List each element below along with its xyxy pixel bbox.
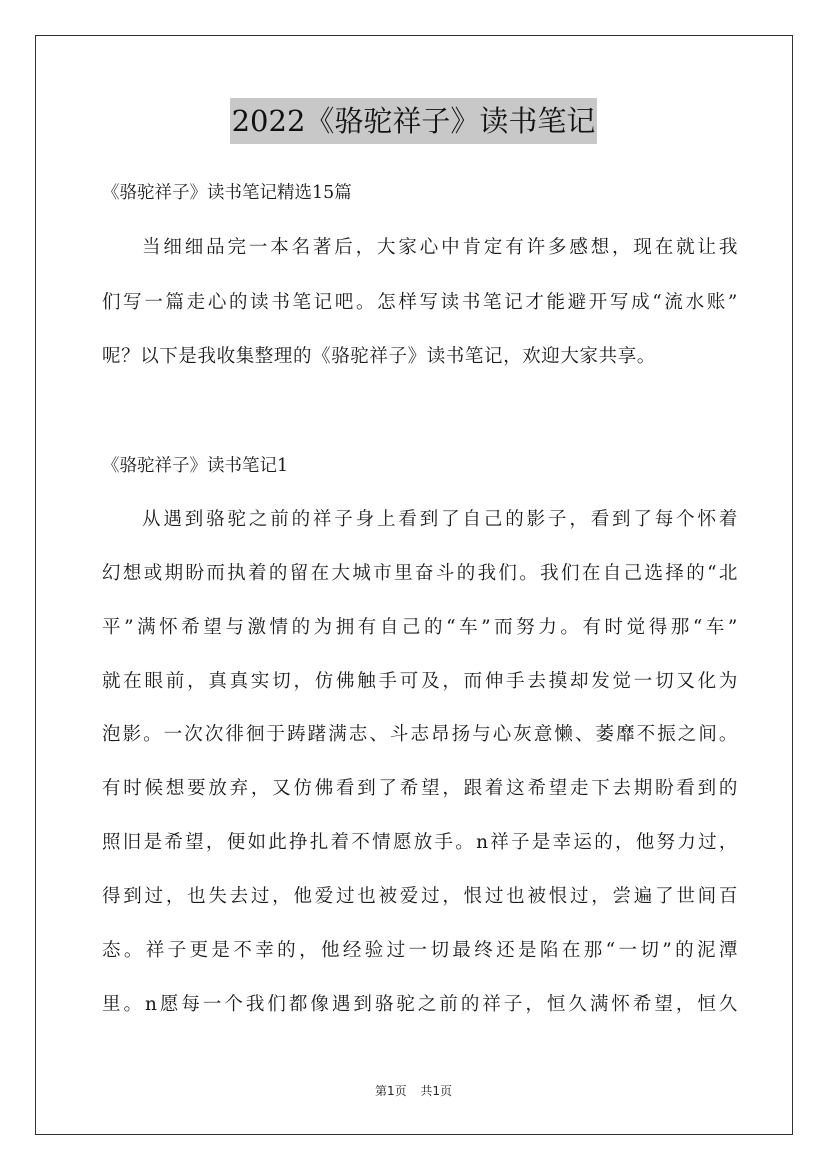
page-number: 第1页 (374, 1084, 407, 1098)
body-line: 照旧是希望，便如此挣扎着不情愿放手。n祥子是幸运的，他努力过， (102, 832, 738, 853)
intro-line: 当细细品完一本名著后，大家心中肯定有许多感想，现在就让我 (142, 237, 738, 258)
intro-line: 们写一篇走心的读书笔记吧。怎样写读书笔记才能避开写成“流水账” (102, 292, 738, 313)
body-line: 里。n愿每一个我们都像遇到骆驼之前的祥子，恒久满怀希望，恒久 (102, 994, 738, 1015)
body-line: 平”满怀希望与激情的为拥有自己的“车”而努力。有时觉得那“车” (102, 617, 738, 638)
document-title: 2022《骆驼祥子》读书笔记 (230, 98, 598, 144)
body-line: 从遇到骆驼之前的祥子身上看到了自己的影子，看到了每个怀着 (142, 509, 738, 530)
document-subtitle: 《骆驼祥子》读书笔记精选15篇 (102, 183, 352, 203)
body-line: 有时候想要放弃，又仿佛看到了希望，跟着这希望走下去期盼看到的 (102, 778, 738, 799)
section-heading: 《骆驼祥子》读书笔记1 (102, 456, 289, 476)
document-title-block (0, 98, 827, 144)
body-line: 幻想或期盼而执着的留在大城市里奋斗的我们。我们在自己选择的“北 (102, 563, 738, 584)
body-line: 泡影。一次次徘徊于踌躇满志、斗志昂扬与心灰意懒、萎靡不振之间。 (102, 724, 738, 745)
body-line: 就在眼前，真真实切，仿佛触手可及，而伸手去摸却发觉一切又化为 (102, 671, 738, 692)
body-line: 得到过，也失去过，他爱过也被爱过，恨过也被恨过，尝遍了世间百 (102, 886, 738, 907)
page-total: 共1页 (420, 1084, 453, 1098)
page-footer (0, 1082, 827, 1099)
intro-line: 呢？以下是我收集整理的《骆驼祥子》读书笔记，欢迎大家共享。 (102, 346, 656, 367)
body-line: 态。祥子更是不幸的，他经验过一切最终还是陷在那“一切”的泥潭 (102, 940, 738, 961)
